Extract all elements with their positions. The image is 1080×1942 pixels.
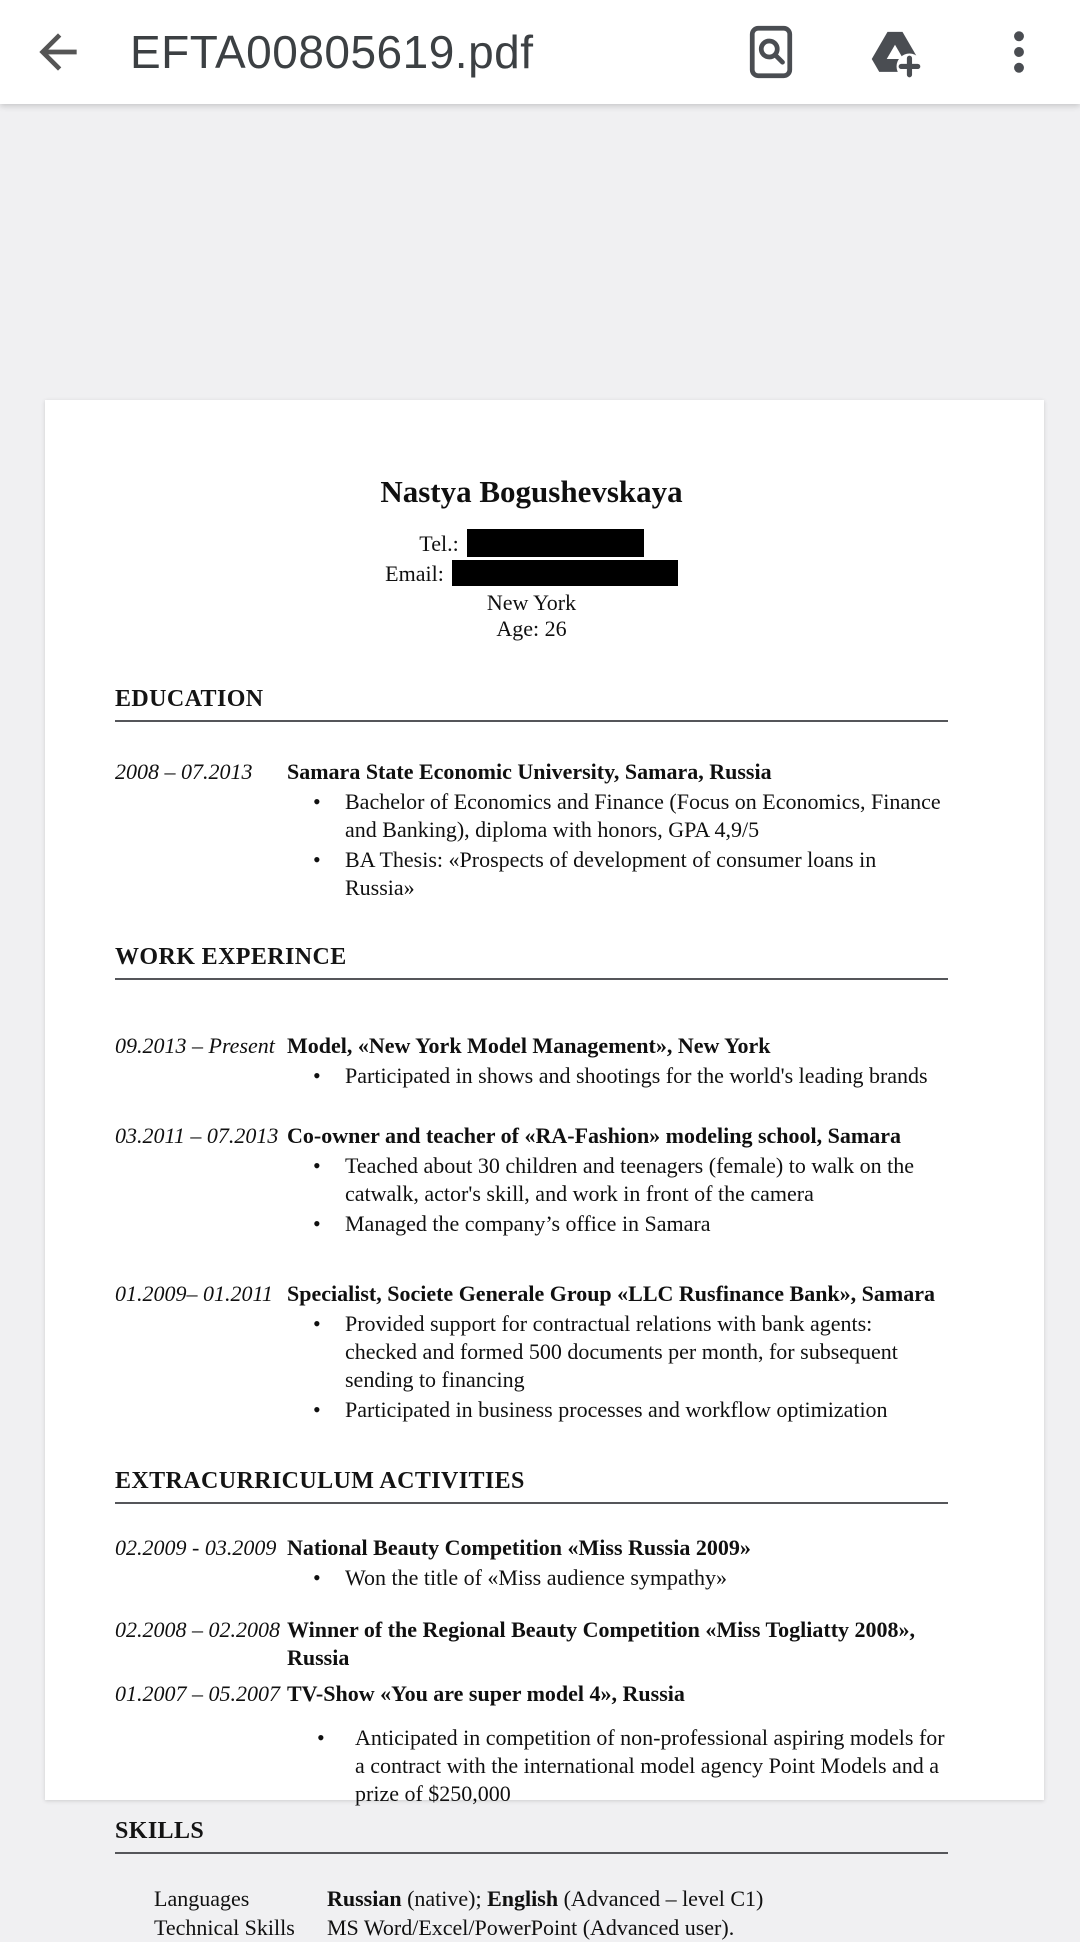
entry-body <box>287 1032 948 1090</box>
entry-body <box>287 1680 948 1808</box>
resume-entry <box>115 1616 948 1672</box>
entry-body <box>287 758 948 902</box>
entry-title: Winner of the Regional Beauty Competition «Miss Togliatty 2008», Russia <box>287 1617 916 1670</box>
entry-bullets <box>287 1062 948 1090</box>
entry-body <box>287 1122 948 1238</box>
entry-bullets <box>287 1724 948 1808</box>
entry-date: 02.2009 - 03.2009 <box>115 1535 277 1560</box>
document-title: EFTA00805619.pdf <box>130 26 534 78</box>
bullet-item: • Bachelor of Economics and Finance (Focus on Economics, Finance and Banking), diploma with honors, GPA 4,9/5 <box>287 788 948 844</box>
back-button[interactable] <box>28 22 88 82</box>
skill-value-segment: (Advanced – level C1) <box>558 1886 764 1911</box>
entry-date: 01.2009– 01.2011 <box>115 1281 273 1306</box>
tel-label: Tel.: <box>419 530 459 556</box>
skill-value <box>327 1913 948 1942</box>
section-heading: SKILLS <box>115 1818 205 1844</box>
add-to-drive-button[interactable] <box>864 21 926 83</box>
entry-title: TV-Show «You are super model 4», Russia <box>287 1681 685 1706</box>
bullet-item: • Won the title of «Miss audience sympathy» <box>287 1564 948 1592</box>
overflow-menu-button[interactable] <box>988 21 1050 83</box>
skill-label: Technical Skills <box>154 1915 295 1940</box>
email-redaction-bar <box>452 560 678 586</box>
tel-row <box>115 528 948 558</box>
entry-bullets <box>287 788 948 902</box>
app-bar <box>0 0 1080 104</box>
entry-bullets <box>287 1310 948 1424</box>
skill-row <box>115 1884 948 1913</box>
resume-entry <box>115 1280 948 1424</box>
pdf-viewer-canvas[interactable] <box>0 104 1080 1940</box>
entry-title: National Beauty Competition «Miss Russia 2009» <box>287 1535 751 1560</box>
entry-date: 03.2011 – 07.2013 <box>115 1123 279 1148</box>
entry-bullets <box>287 1564 948 1592</box>
skill-value-segment: MS Word/Excel/PowerPoint (Advanced user). <box>327 1915 735 1940</box>
bullet-item: • Provided support for contractual relations with bank agents: checked and formed 500 documents per month, for subsequent sending to financing <box>287 1310 948 1394</box>
section-heading: WORK EXPERINCE <box>115 944 347 970</box>
resume-section-work-experince <box>115 944 948 1424</box>
email-row <box>115 558 948 588</box>
entry-title: Model, «New York Model Management», New York <box>287 1033 771 1058</box>
section-rule <box>115 1852 948 1854</box>
entry-title: Specialist, Societe Generale Group «LLC Rusfinance Bank», Samara <box>287 1281 935 1306</box>
resume-sections <box>115 686 948 1942</box>
resume-entry <box>115 1534 948 1592</box>
entry-body <box>287 1280 948 1424</box>
section-rule <box>115 1502 948 1504</box>
entry-bullets <box>287 1152 948 1238</box>
entry-body <box>287 1534 948 1592</box>
entry-date: 01.2007 – 05.2007 <box>115 1681 280 1706</box>
bullet-item: • Anticipated in competition of non-professional aspiring models for a contract with the international model agency Point Models and a prize of $250,000 <box>287 1724 948 1808</box>
bullet-item: • BA Thesis: «Prospects of development of consumer loans in Russia» <box>287 846 948 902</box>
section-rule <box>115 978 948 980</box>
pdf-page <box>45 400 1044 1940</box>
find-in-document-button[interactable] <box>740 21 802 83</box>
person-name: Nastya Bogushevskaya <box>380 474 683 509</box>
resume-entry <box>115 758 948 902</box>
contact-block <box>115 528 948 640</box>
city-text: New York <box>486 590 577 615</box>
add-to-drive-icon <box>864 21 926 83</box>
section-heading: EDUCATION <box>115 686 264 712</box>
skills-rows <box>115 1884 948 1942</box>
more-vertical-icon <box>992 25 1046 79</box>
skill-value-segment: (native); <box>401 1886 488 1911</box>
resume-entry <box>115 1032 948 1090</box>
entry-title: Co-owner and teacher of «RA-Fashion» modeling school, Samara <box>287 1123 901 1148</box>
bullet-item: • Teached about 30 children and teenagers (female) to walk on the catwalk, actor's skill, and work in front of the camera <box>287 1152 948 1208</box>
resume-section-extracurriculum-activities <box>115 1468 948 1808</box>
entry-date: 02.2008 – 02.2008 <box>115 1617 280 1642</box>
resume-document <box>45 474 1044 1942</box>
skill-value-segment: English <box>487 1886 559 1911</box>
entry-body <box>287 1616 948 1672</box>
entry-date: 2008 – 07.2013 <box>115 759 253 784</box>
section-rule <box>115 720 948 722</box>
age-text: Age: 26 <box>496 616 567 641</box>
resume-section-skills <box>115 1818 948 1942</box>
bullet-item: • Participated in shows and shootings for the world's leading brands <box>287 1062 948 1090</box>
section-heading: EXTRACURRICULUM ACTIVITIES <box>115 1468 525 1494</box>
skill-label: Languages <box>154 1886 250 1911</box>
bullet-item: • Managed the company’s office in Samara <box>287 1210 948 1238</box>
skill-value-segment: Russian <box>327 1886 402 1911</box>
resume-section-education <box>115 686 948 902</box>
entry-title: Samara State Economic University, Samara, Russia <box>287 759 772 784</box>
entry-date: 09.2013 – Present <box>115 1033 275 1058</box>
find-in-document-icon <box>741 22 801 82</box>
skill-value <box>327 1884 948 1913</box>
tel-redaction-bar <box>467 529 644 557</box>
resume-entry <box>115 1680 948 1808</box>
app-bar-actions <box>740 21 1050 83</box>
bullet-item: • Participated in business processes and workflow optimization <box>287 1396 948 1424</box>
email-label: Email: <box>385 560 444 586</box>
arrow-left-icon <box>30 24 86 80</box>
skill-row <box>115 1913 948 1942</box>
resume-entry <box>115 1122 948 1238</box>
